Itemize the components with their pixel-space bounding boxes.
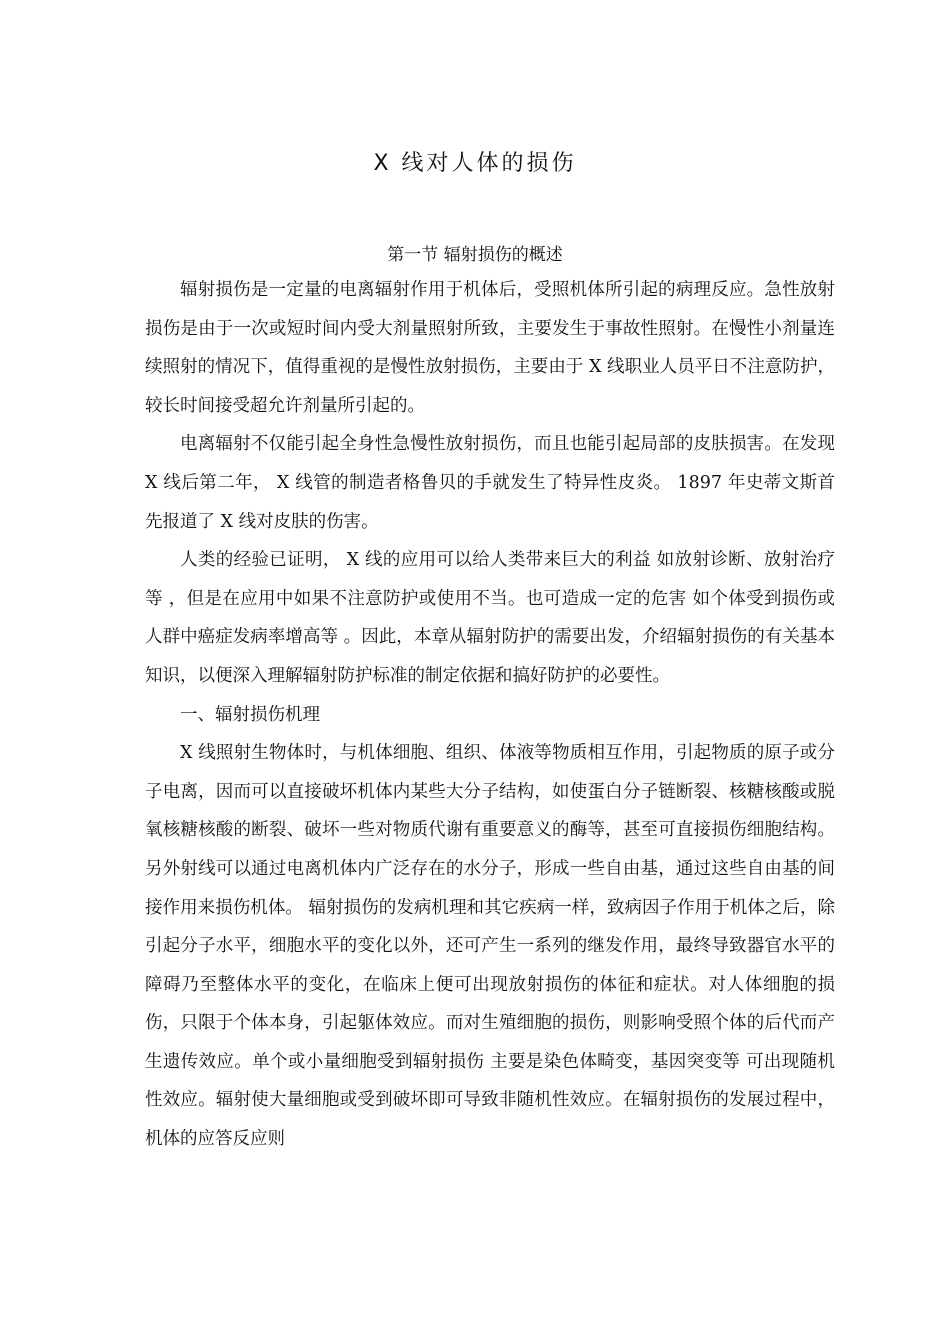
paragraph-2: 电离辐射不仅能引起全身性急慢性放射损伤，而且也能引起局部的皮肤损害。在发现 X 线后第二年， X 线管的制造者格鲁贝的手就发生了特异性皮炎。 1897 年史蒂文斯首先报道了 X 线对皮肤的伤害。: [145, 434, 835, 532]
subheading: 一、辐射损伤机理: [180, 704, 320, 725]
document-title: X 线对人体的损伤: [373, 151, 577, 176]
document-body: [145, 271, 835, 1159]
section-heading: 第一节 辐射损伤的概述: [387, 245, 563, 265]
paragraph-3: 人类的经验已证明， X 线的应用可以给人类带来巨大的利益 如放射诊断、放射治疗等 ，但是在应用中如果不注意防护或使用不当。也可造成一定的危害 如个体受到损伤或人群中癌症发病率增高等 。因此，本章从辐射防护的需要出发，介绍辐射损伤的有关基本知识，以便深入理解辐射防护标准的制定依据和搞好防护的必要性。: [145, 550, 835, 686]
paragraph-4: X 线照射生物体时，与机体细胞、组织、体液等物质相互作用，引起物质的原子或分子电离，因而可以直接破坏机体内某些大分子结构，如使蛋白分子链断裂、核糖核酸或脱氧核糖核酸的断裂、破坏一些对物质代谢有重要意义的酶等，甚至可直接损伤细胞结构。另外射线可以通过电离机体内广泛存在的水分子，形成一些自由基，通过这些自由基的间接作用来损伤机体。 辐射损伤的发病机理和其它疾病一样，致病因子作用于机体之后，除引起分子水平，细胞水平的变化以外，还可产生一系列的继发作用，最终导致器官水平的障碍乃至整体水平的变化，在临床上便可出现放射损伤的体征和症状。对人体细胞的损伤，只限于个体本身，引起躯体效应。而对生殖细胞的损伤，则影响受照个体的后代而产生遗传效应。单个或小量细胞受到辐射损伤 主要是染色体畸变，基因突变等 可出现随机性效应。辐射使大量细胞或受到破坏即可导致非随机性效应。在辐射损伤的发展过程中，机体的应答反应则: [145, 743, 835, 1150]
paragraph-1: 辐射损伤是一定量的电离辐射作用于机体后，受照机体所引起的病理反应。急性放射损伤是由于一次或短时间内受大剂量照射所致，主要发生于事故性照射。在慢性小剂量连续照射的情况下，值得重视的是慢性放射损伤，主要由于 X 线职业人员平日不注意防护，较长时间接受超允许剂量所引起的。: [145, 280, 835, 416]
